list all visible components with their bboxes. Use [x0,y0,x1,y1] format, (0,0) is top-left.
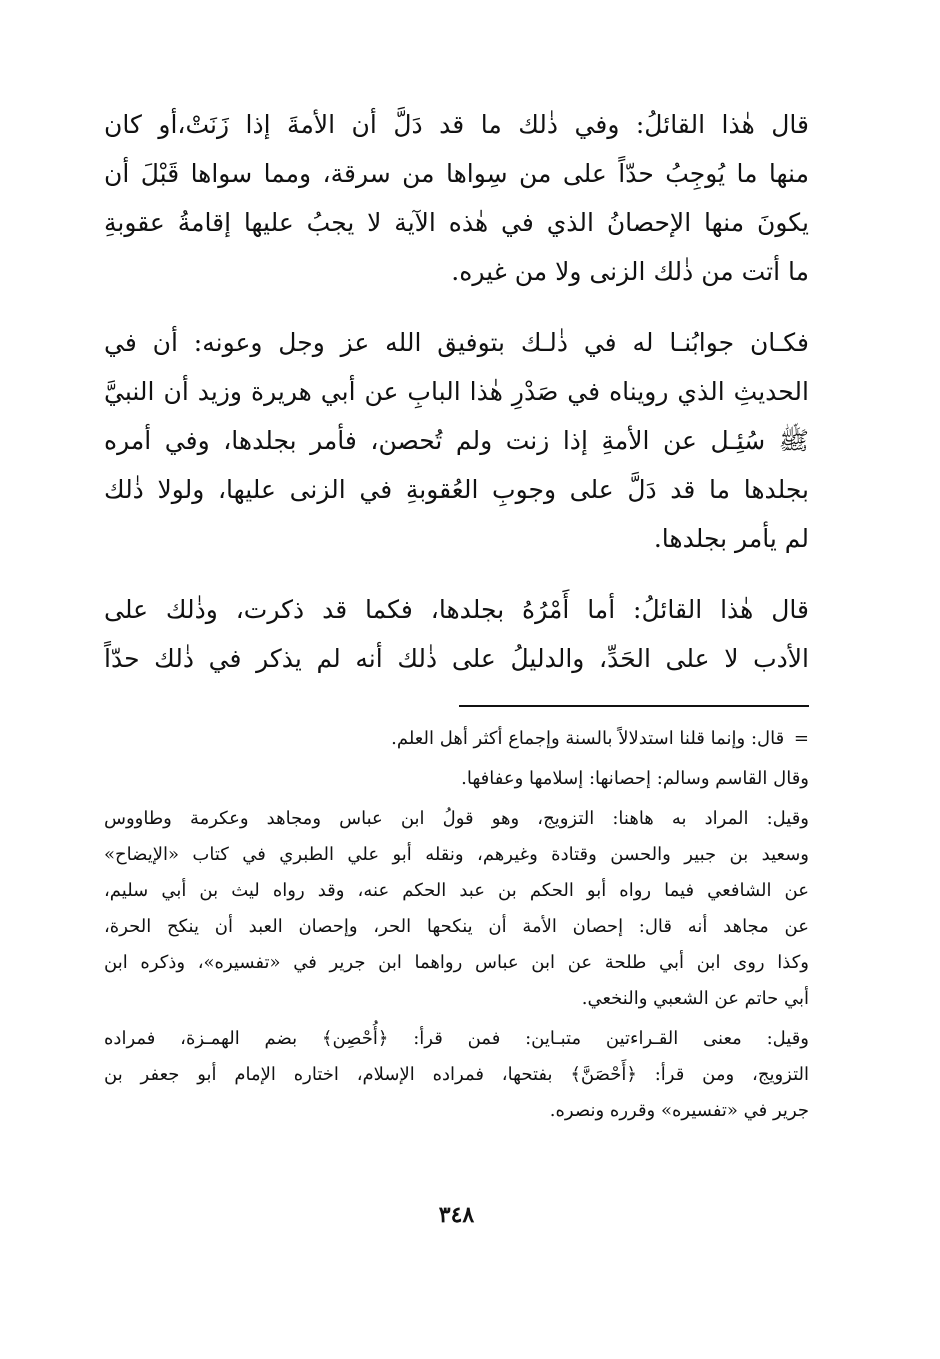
paragraph-3 [104,585,809,683]
footnote-divider [459,705,809,707]
paragraph-2 [104,318,809,563]
footnote-line [104,721,809,757]
footnote-4 [104,1021,809,1129]
footnote-text: قال: وإنما قلنا استدلالاً بالسنة وإجماع أكثر أهل العلم. [391,728,785,749]
footnote-2 [104,761,809,797]
main-text [104,100,809,683]
footnote-line: وقيل: المراد به هاهنا: التزويج، وهو قولُ ابن عباس ومجاهد وعكرمة وطاووس [104,808,809,829]
footnote-line: جرير في «تفسيره» وقرره ونصره. [549,1100,809,1121]
text-line: يكونَ منها الإحصانُ الذي في هٰذه الآية لا يجبُ عليها إقامةُ عقوبةِ [104,208,809,237]
footnote-line: وقيل: معنى القـراءتين متبـاين: فمن قرأ: ﴿أُحْصِن﴾ بضم الهمـزة، فمراده [104,1028,809,1049]
footnote-line: التزويج، ومن قرأ: ﴿أَحْصَنَّ﴾ بفتحها، فمراده الإسلام، اختاره الإمام أبو جعفر بن [104,1064,809,1085]
text-line: ما أتت من ذٰلك الزنى ولا من غيره. [451,257,809,286]
footnote-line: وكذا روى ابن أبي طلحة عن ابن عباس رواهما ابن جرير في «تفسيره»، وذكره ابن [104,952,809,973]
text-line: الأدب لا على الحَدِّ، والدليلُ على ذٰلك أنه لم يذكر في ذٰلك حدّاً [104,644,809,673]
text-line: ﷺ سُئِـل عن الأمةِ إذا زنت ولم تُحصن، فأمر بجلدها، وفي أمره [104,426,809,455]
text-line: لم يأمر بجلدها. [653,524,809,553]
continuation-mark: = [793,728,809,749]
text-line: منها ما يُوجِبُ حدّاً على من سِواها من سرقة، ومما سواها قَبْلَ أن [104,159,809,188]
paragraph-1 [104,100,809,296]
footnote-line: أبي حاتم عن الشعبي والنخعي. [581,988,809,1009]
page-number: ٣٤٨ [438,1202,475,1228]
text-line: قال هٰذا القائلُ: وفي ذٰلك ما قد دَلَّ أن الأمةَ إذا زَنَتْ،أو كان [104,110,809,139]
text-line: الحديثِ الذي رويناه في صَدْرِ هٰذا البابِ عن أبي هريرة وزيد أن النبيَّ [104,377,809,406]
footnote-line: عن الشافعي فيما رواه أبو الحكم بن عبد الحكم عنه، وقد رواه ليث بن أبي سليم، [104,880,809,901]
text-line: بجلدها ما قد دَلَّ على وجوبِ العُقوبةِ في الزنى عليها، ولولا ذٰلك [104,475,809,504]
footnote-3 [104,801,809,1017]
footnote-line: وقال القاسم وسالم: إحصانها: إسلامها وعفافها. [461,768,809,789]
footnote-line: عن مجاهد أنه قال: إحصان الأمة أن ينكحها الحر، وإحصان العبد أن ينكح الحرة، [104,916,809,937]
footnotes [104,721,809,1129]
book-page [104,100,809,1300]
text-line: قال هٰذا القائلُ: أما أَمْرُهُ بجلدها، فكما قد ذكرت، وذٰلك على [104,595,809,624]
footnote-line: وسعيد بن جبير والحسن وقتادة وغيرهم، ونقله أبو علي الطبري في كتاب «الإيضاح» [104,844,809,865]
text-line: فكـان جوابُنـا له في ذٰلـك بتوفيق الله عز وجل وعونه: أن في [104,328,809,357]
footnote-1 [104,721,809,757]
